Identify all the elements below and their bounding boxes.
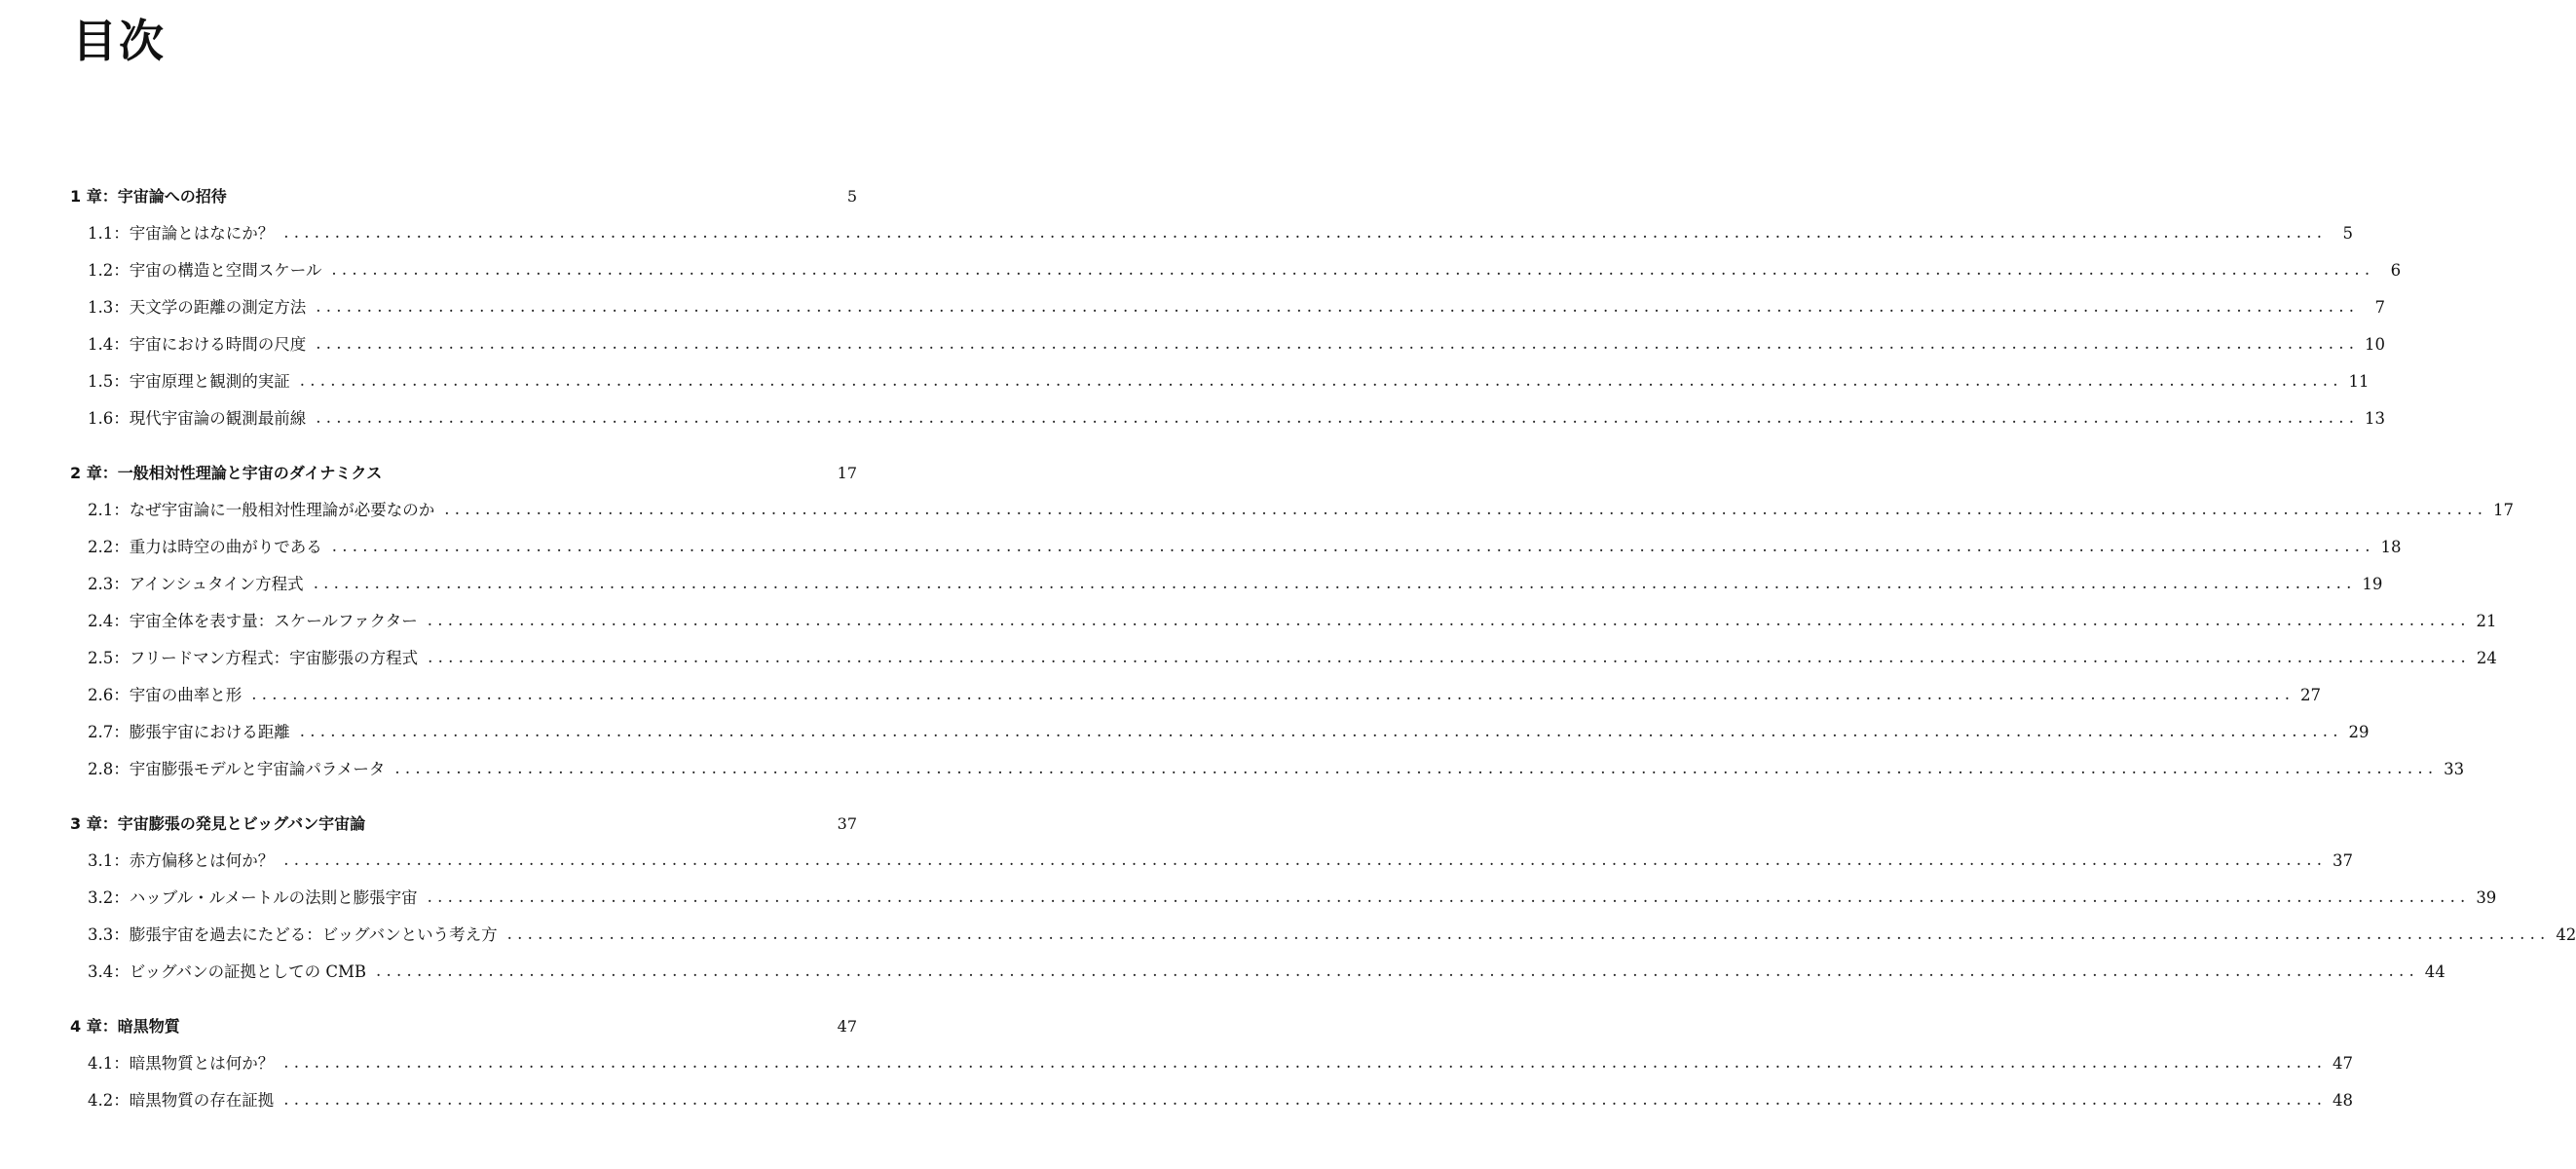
- toc-section-entry: [88, 333, 2385, 357]
- dot-leader: . . . . . . . . . . . . . . . . . . . . . . . . . . . . . . . . . . . . . . . . . . . . . . . . . . . . . . . . . . . . . . . . . . . . . . . . . . . . . . . . . . . . . . . . . . . . . . . . . . . . . . . . . . . . . . . . . . . . . . . . . . . . . . . . . . . . . . . . . . . . . . . . . . . . . . . . . . . . . . . . . . . . . . . . . . . . . . . . . . . . . . . . . . . . . . . . . . . . . . . .: [283, 850, 2322, 869]
- toc-section-entry: [88, 536, 2402, 559]
- toc-section-entry: [88, 924, 2576, 947]
- page-number: 27: [2299, 686, 2321, 704]
- toc-section-entry: [88, 610, 2497, 633]
- toc-section-entry: [88, 573, 2383, 596]
- section-title: 4.2：暗黒物質の存在証拠: [88, 1091, 275, 1110]
- dot-leader: . . . . . . . . . . . . . . . . . . . . . . . . . . . . . . . . . . . . . . . . . . . . . . . . . . . . . . . . . . . . . . . . . . . . . . . . . . . . . . . . . . . . . . . . . . . . . . . . . . . . . . . . . . . . . . . . . . . . . . . . . . . . . . . . . . . . . . . . . . . . . . . . . . . . . . . . . . . . . . . . . . . . . . . . . . . . . . . . . . . . . . . . . . . . . . . . . . . . . . . .: [316, 334, 2354, 353]
- page-number: 17: [2492, 501, 2514, 519]
- page-title: 目次: [72, 15, 166, 67]
- dot-leader: . . . . . . . . . . . . . . . . . . . . . . . . . . . . . . . . . . . . . . . . . . . . . . . . . . . . . . . . . . . . . . . . . . . . . . . . . . . . . . . . . . . . . . . . . . . . . . . . . . . . . . . . . . . . . . . . . . . . . . . . . . . . . . . . . . . . . . . . . . . . . . . . . . . . . . . . . . . . . . . . . . . . . . . . . . . . . . . . . . . . . . . . . . . . . . . . . . . . . . . .: [444, 500, 2483, 518]
- toc-section-entry: [88, 370, 2370, 394]
- toc-section-entry: [88, 849, 2353, 873]
- dot-leader: . . . . . . . . . . . . . . . . . . . . . . . . . . . . . . . . . . . . . . . . . . . . . . . . . . . . . . . . . . . . . . . . . . . . . . . . . . . . . . . . . . . . . . . . . . . . . . . . . . . . . . . . . . . . . . . . . . . . . . . . . . . . . . . . . . . . . . . . . . . . . . . . . . . . . . . . . . . . . . . . . . . . . . . . . . . . . . . . . . . . . . . . . . . . . . . . . . . . . . . .: [316, 408, 2354, 427]
- page-number: 37: [2332, 851, 2353, 870]
- toc-section-entry: [88, 647, 2497, 670]
- dot-leader: . . . . . . . . . . . . . . . . . . . . . . . . . . . . . . . . . . . . . . . . . . . . . . . . . . . . . . . . . . . . . . . . . . . . . . . . . . . . . . . . . . . . . . . . . . . . . . . . . . . . . . . . . . . . . . . . . . . . . . . . . . . . . . . . . . . . . . . . . . . . . . . . . . . . . . . . . . . . . . . . . . . . . . . . . . . . . . . . . . . . . . . . . . . . . . . . . . . . . . . .: [251, 685, 2290, 703]
- dot-leader: . . . . . . . . . . . . . . . . . . . . . . . . . . . . . . . . . . . . . . . . . . . . . . . . . . . . . . . . . . . . . . . . . . . . . . . . . . . . . . . . . . . . . . . . . . . . . . . . . . . . . . . . . . . . . . . . . . . . . . . . . . . . . . . . . . . . . . . . . . . . . . . . . . . . . . . . . . . . . . . . . . . . . . . . . . . . . . . . . . . . . . . . . . . . . . . . . . . . . . . .: [394, 759, 2434, 777]
- page-number: 47: [2332, 1054, 2353, 1073]
- dot-leader: . . . . . . . . . . . . . . . . . . . . . . . . . . . . . . . . . . . . . . . . . . . . . . . . . . . . . . . . . . . . . . . . . . . . . . . . . . . . . . . . . . . . . . . . . . . . . . . . . . . . . . . . . . . . . . . . . . . . . . . . . . . . . . . . . . . . . . . . . . . . . . . . . . . . . . . . . . . . . . . . . . . . . . . . . . . . . . . . . . . . . . . . . . . . . . . . . . . . . . . .: [299, 722, 2338, 740]
- dot-leader: . . . . . . . . . . . . . . . . . . . . . . . . . . . . . . . . . . . . . . . . . . . . . . . . . . . . . . . . . . . . . . . . . . . . . . . . . . . . . . . . . . . . . . . . . . . . . . . . . . . . . . . . . . . . . . . . . . . . . . . . . . . . . . . . . . . . . . . . . . . . . . . . . . . . . . . . . . . . . . . . . . . . . . . . . . . . . . . . . . . . . . . . . . . . . . . . . . . . . . . .: [283, 1090, 2322, 1109]
- toc-section-entry: [88, 1052, 2353, 1075]
- section-title: 2.5：フリードマン方程式：宇宙膨張の方程式: [88, 649, 419, 667]
- toc-section-entry: [88, 758, 2465, 781]
- page-number: 5: [846, 187, 857, 206]
- section-title: 3.4：ビッグバンの証拠としての CMB: [88, 962, 366, 981]
- toc-chapter-entry: [70, 812, 857, 836]
- page-number: 21: [2476, 612, 2497, 630]
- section-title: 1.5：宇宙原理と観測的実証: [88, 372, 290, 391]
- section-title: 2.3：アインシュタイン方程式: [88, 575, 304, 593]
- toc-section-entry: [88, 886, 2497, 910]
- dot-leader: . . . . . . . . . . . . . . . . . . . . . . . . . . . . . . . . . . . . . . . . . . . . . . . . . . . . . . . . . . . . . . . . . . . . . . . . . . . . . . . . . . . . . . . . . . . . . . . . . . . . . . . . . . . . . . . . . . . . . . . . . . . . . . . . . . . . . . . . . . . . . . . . . . . . . . . . . . . . . . . . . . . . . . . . . . . . . . . . . . . . . . . . . . . . . . . . . . . . . . . .: [316, 297, 2354, 316]
- dot-leader: . . . . . . . . . . . . . . . . . . . . . . . . . . . . . . . . . . . . . . . . . . . . . . . . . . . . . . . . . . . . . . . . . . . . . . . . . . . . . . . . . . . . . . . . . . . . . . . . . . . . . . . . . . . . . . . . . . . . . . . . . . . . . . . . . . . . . . . . . . . . . . . . . . . . . . . . . . . . . . . . . . . . . . . . . . . . . . . . . . . . . . . . . . . . . . . . . . . . . . . .: [313, 574, 2352, 592]
- dot-leader: . . . . . . . . . . . . . . . . . . . . . . . . . . . . . . . . . . . . . . . . . . . . . . . . . . . . . . . . . . . . . . . . . . . . . . . . . . . . . . . . . . . . . . . . . . . . . . . . . . . . . . . . . . . . . . . . . . . . . . . . . . . . . . . . . . . . . . . . . . . . . . . . . . . . . . . . . . . . . . . . . . . . . . . . . . . . . . . . . . . . . . . . . . . . . . . . . . . . . . . .: [331, 260, 2371, 279]
- page-number: 24: [2476, 649, 2497, 667]
- toc-section-entry: [88, 296, 2385, 320]
- page-number: 18: [2380, 538, 2402, 556]
- toc-section-entry: [88, 721, 2370, 744]
- dot-leader: . . . . . . . . . . . . . . . . . . . . . . . . . . . . . . . . . . . . . . . . . . . . . . . . . . . . . . . . . . . . . . . . . . . . . . . . . . . . . . . . . . . . . . . . . . . . . . . . . . . . . . . . . . . . . . . . . . . . . . . . . . . . . . . . . . . . . . . . . . . . . . . . . . . . . . . . . . . . . . . . . . . . . . . . . . . . . . . . . . . . . . . . . . . . . . . . . . . . . . . .: [427, 611, 2466, 629]
- section-title: 1.3：天文学の距離の測定方法: [88, 298, 307, 317]
- dot-leader: . . . . . . . . . . . . . . . . . . . . . . . . . . . . . . . . . . . . . . . . . . . . . . . . . . . . . . . . . . . . . . . . . . . . . . . . . . . . . . . . . . . . . . . . . . . . . . . . . . . . . . . . . . . . . . . . . . . . . . . . . . . . . . . . . . . . . . . . . . . . . . . . . . . . . . . . . . . . . . . . . . . . . . . . . . . . . . . . . . . . . . . . . . . . . . . . . . . . . . . .: [283, 223, 2322, 242]
- chapter-title: 3 章：宇宙膨張の発見とビッグバン宇宙論: [70, 814, 366, 833]
- toc-section-entry: [88, 1089, 2353, 1112]
- chapter-title: 4 章：暗黒物質: [70, 1017, 180, 1036]
- page-number: 13: [2364, 409, 2385, 428]
- toc-chapter-entry: [70, 462, 857, 485]
- page-number: 39: [2476, 888, 2497, 907]
- dot-leader: . . . . . . . . . . . . . . . . . . . . . . . . . . . . . . . . . . . . . . . . . . . . . . . . . . . . . . . . . . . . . . . . . . . . . . . . . . . . . . . . . . . . . . . . . . . . . . . . . . . . . . . . . . . . . . . . . . . . . . . . . . . . . . . . . . . . . . . . . . . . . . . . . . . . . . . . . . . . . . . . . . . . . . . . . . . . . . . . . . . . . . . . . . . . . . . . . . . . . . . .: [428, 648, 2466, 666]
- page-number: 6: [2390, 261, 2402, 280]
- section-title: 1.2：宇宙の構造と空間スケール: [88, 261, 322, 280]
- toc-section-entry: [88, 407, 2385, 431]
- page-number: 10: [2364, 335, 2385, 354]
- toc-chapter-entry: [70, 185, 857, 208]
- page-number: 11: [2348, 372, 2370, 391]
- page-number: 47: [837, 1017, 857, 1036]
- section-title: 3.3：膨張宇宙を過去にたどる：ビッグバンという考え方: [88, 925, 498, 944]
- page-number: 48: [2332, 1091, 2353, 1110]
- chapter-title: 1 章：宇宙論への招待: [70, 187, 227, 206]
- toc-chapter-entry: [70, 1015, 857, 1038]
- page-number: 29: [2348, 723, 2370, 741]
- section-title: 2.7：膨張宇宙における距離: [88, 723, 290, 741]
- page-number: 33: [2444, 760, 2465, 778]
- section-title: 2.6：宇宙の曲率と形: [88, 686, 243, 704]
- section-title: 4.1：暗黒物質とは何か？: [88, 1054, 275, 1073]
- dot-leader: . . . . . . . . . . . . . . . . . . . . . . . . . . . . . . . . . . . . . . . . . . . . . . . . . . . . . . . . . . . . . . . . . . . . . . . . . . . . . . . . . . . . . . . . . . . . . . . . . . . . . . . . . . . . . . . . . . . . . . . . . . . . . . . . . . . . . . . . . . . . . . . . . . . . . . . . . . . . . . . . . . . . . . . . . . . . . . . . . . . . . . . . . . . . . . . . . . . . . . . .: [331, 537, 2371, 555]
- dot-leader: . . . . . . . . . . . . . . . . . . . . . . . . . . . . . . . . . . . . . . . . . . . . . . . . . . . . . . . . . . . . . . . . . . . . . . . . . . . . . . . . . . . . . . . . . . . . . . . . . . . . . . . . . . . . . . . . . . . . . . . . . . . . . . . . . . . . . . . . . . . . . . . . . . . . . . . . . . . . . . . . . . . . . . . . . . . . . . . . . . . . . . . . . . . . . . . . . . . . . . . .: [283, 1053, 2322, 1072]
- toc-section-entry: [88, 684, 2321, 707]
- page-number: 44: [2424, 962, 2445, 981]
- page-number: 19: [2362, 575, 2383, 593]
- toc-section-entry: [88, 961, 2445, 984]
- chapter-title: 2 章：一般相対性理論と宇宙のダイナミクス: [70, 464, 383, 482]
- section-title: 2.4：宇宙全体を表す量：スケールファクター: [88, 612, 418, 630]
- toc-section-entry: [88, 222, 2353, 245]
- section-title: 1.1：宇宙論とはなにか？: [88, 224, 275, 243]
- page-number: 42: [2556, 925, 2576, 944]
- section-title: 1.4：宇宙における時間の尺度: [88, 335, 307, 354]
- page-number: 37: [837, 814, 857, 833]
- section-title: 1.6：現代宇宙論の観測最前線: [88, 409, 307, 428]
- page-number: 7: [2374, 298, 2385, 317]
- dot-leader: . . . . . . . . . . . . . . . . . . . . . . . . . . . . . . . . . . . . . . . . . . . . . . . . . . . . . . . . . . . . . . . . . . . . . . . . . . . . . . . . . . . . . . . . . . . . . . . . . . . . . . . . . . . . . . . . . . . . . . . . . . . . . . . . . . . . . . . . . . . . . . . . . . . . . . . . . . . . . . . . . . . . . . . . . . . . . . . . . . . . . . . . . . . . . . . . . . . . . . . .: [299, 371, 2338, 390]
- page-number: 5: [2342, 224, 2353, 243]
- section-title: 2.8：宇宙膨張モデルと宇宙論パラメータ: [88, 760, 386, 778]
- section-title: 3.2：ハッブル・ルメートルの法則と膨張宇宙: [88, 888, 418, 907]
- section-title: 3.1：赤方偏移とは何か？: [88, 851, 275, 870]
- dot-leader: . . . . . . . . . . . . . . . . . . . . . . . . . . . . . . . . . . . . . . . . . . . . . . . . . . . . . . . . . . . . . . . . . . . . . . . . . . . . . . . . . . . . . . . . . . . . . . . . . . . . . . . . . . . . . . . . . . . . . . . . . . . . . . . . . . . . . . . . . . . . . . . . . . . . . . . . . . . . . . . . . . . . . . . . . . . . . . . . . . . . . . . . . . . . . . . . . . . . . . . .: [375, 962, 2414, 980]
- dot-leader: . . . . . . . . . . . . . . . . . . . . . . . . . . . . . . . . . . . . . . . . . . . . . . . . . . . . . . . . . . . . . . . . . . . . . . . . . . . . . . . . . . . . . . . . . . . . . . . . . . . . . . . . . . . . . . . . . . . . . . . . . . . . . . . . . . . . . . . . . . . . . . . . . . . . . . . . . . . . . . . . . . . . . . . . . . . . . . . . . . . . . . . . . . . . . . . . . . . . . . . .: [427, 887, 2466, 906]
- page-number: 17: [837, 464, 857, 482]
- toc-section-entry: [88, 499, 2514, 522]
- dot-leader: . . . . . . . . . . . . . . . . . . . . . . . . . . . . . . . . . . . . . . . . . . . . . . . . . . . . . . . . . . . . . . . . . . . . . . . . . . . . . . . . . . . . . . . . . . . . . . . . . . . . . . . . . . . . . . . . . . . . . . . . . . . . . . . . . . . . . . . . . . . . . . . . . . . . . . . . . . . . . . . . . . . . . . . . . . . . . . . . . . . . . . . . . . . . . . . . . . . . . . . .: [506, 924, 2546, 943]
- toc-section-entry: [88, 259, 2402, 283]
- section-title: 2.2：重力は時空の曲がりである: [88, 538, 322, 556]
- section-title: 2.1：なぜ宇宙論に一般相対性理論が必要なのか: [88, 501, 435, 519]
